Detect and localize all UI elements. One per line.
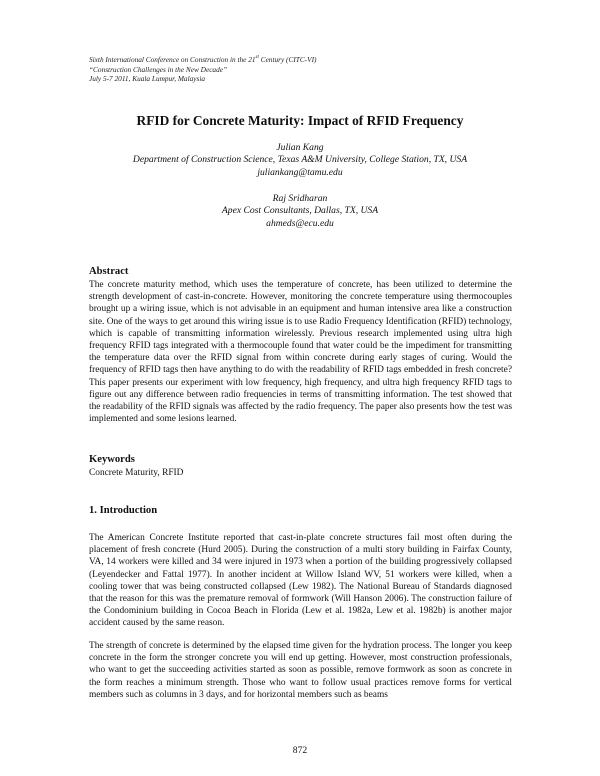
introduction-paragraph-2: The strength of concrete is determined by the elapsed time given for the hydration process. The longer you keep concrete in the form the stronger concrete you will end up getting. However, most construction professionals, who want to get the succeeding activities started as soon as possible, remove formwork as soon as concrete in the form reaches a minimum strength. Those who want to follow usual practices remove forms for vertical members such as columns in 3 days, and for horizontal members such as beams: [89, 641, 512, 700]
keywords-heading: Keywords: [89, 454, 135, 465]
author-affiliation: Department of Construction Science, Texas A&M University, College Station, TX, USA: [132, 154, 468, 166]
introduction-heading: 1. Introduction: [89, 505, 158, 516]
conference-line-2: “Construction Challenges in the New Decade”: [89, 64, 228, 74]
abstract-heading: Abstract: [89, 266, 129, 277]
conference-header: [89, 55, 529, 84]
author-name: Raj Sridharan: [272, 193, 328, 204]
keywords-text: Concrete Maturity, RFID: [89, 468, 184, 478]
abstract-text: The concrete maturity method, which uses the temperature of concrete, has been utilized to determine the strength development of cast-in-concrete. However, monitoring the concrete temperature using thermocouples brought up a wiring issue, which is not advisable in an equipment and human intensive area like a construction site. One of the ways to get around this wiring issue is to use Radio Frequency Identification (RFID) technology, which is capable of transmitting information wirelessly. Previous research implemented using ultra high frequency RFID tags integrated with a thermocouple found that water could be the impediment for transmitting the temperature data over the RFID signal from within concrete during early stages of curing. Would the frequency of RFID tags then have anything to do with the readability of RFID tags embedded in fresh concrete? This paper presents our experiment with low frequency, high frequency, and ultra high frequency RFID tags to figure out any difference between radio frequencies in terms of transmitting information. The test showed that the readability of the RFID signals was affected by the radio frequency. The paper also presents how the test was implemented and some lesions learned.: [89, 280, 512, 425]
author-name: Julian Kang: [276, 142, 324, 153]
author-block-1: [0, 142, 600, 179]
introduction-paragraph-1: The American Concrete Institute reported that cast-in-plate concrete structures fail most often during the placement of fresh concrete (Hurd 2005). During the construction of a multi story building in Fairfax County, VA, 14 workers were killed and 34 were injured in 1973 when a portion of the building progressively collapsed (Leyendecker and Fattal 1977). In another incident at Willow Island WV, 51 workers were killed, when a cooling tower that was being constructed collapsed (Lew 1982). The National Bureau of Standards diagnosed that the reason for this was the premature removal of formwork (Will Hanson 2006). The construction failure of the Condominium building in Cocoa Beach in Florida (Lew et al. 1982a, Lew et al. 1982b) is another major accident caused by the same reason.: [89, 533, 512, 629]
author-email: juliankang@tamu.edu: [257, 166, 343, 178]
author-email: ahmeds@ecu.edu: [266, 217, 334, 229]
author-affiliation: Apex Cost Consultants, Dallas, TX, USA: [221, 205, 379, 217]
paper-title: RFID for Concrete Maturity: Impact of RFID Frequency: [136, 113, 464, 128]
author-block-2: [0, 193, 600, 230]
conference-line-1: Sixth International Conference on Construction in the 21st Century (CITC-VI): [89, 55, 317, 64]
page-number: 872: [292, 745, 308, 756]
conference-line-3: July 5-7 2011, Kuala Lumpur, Malaysia: [89, 74, 206, 84]
